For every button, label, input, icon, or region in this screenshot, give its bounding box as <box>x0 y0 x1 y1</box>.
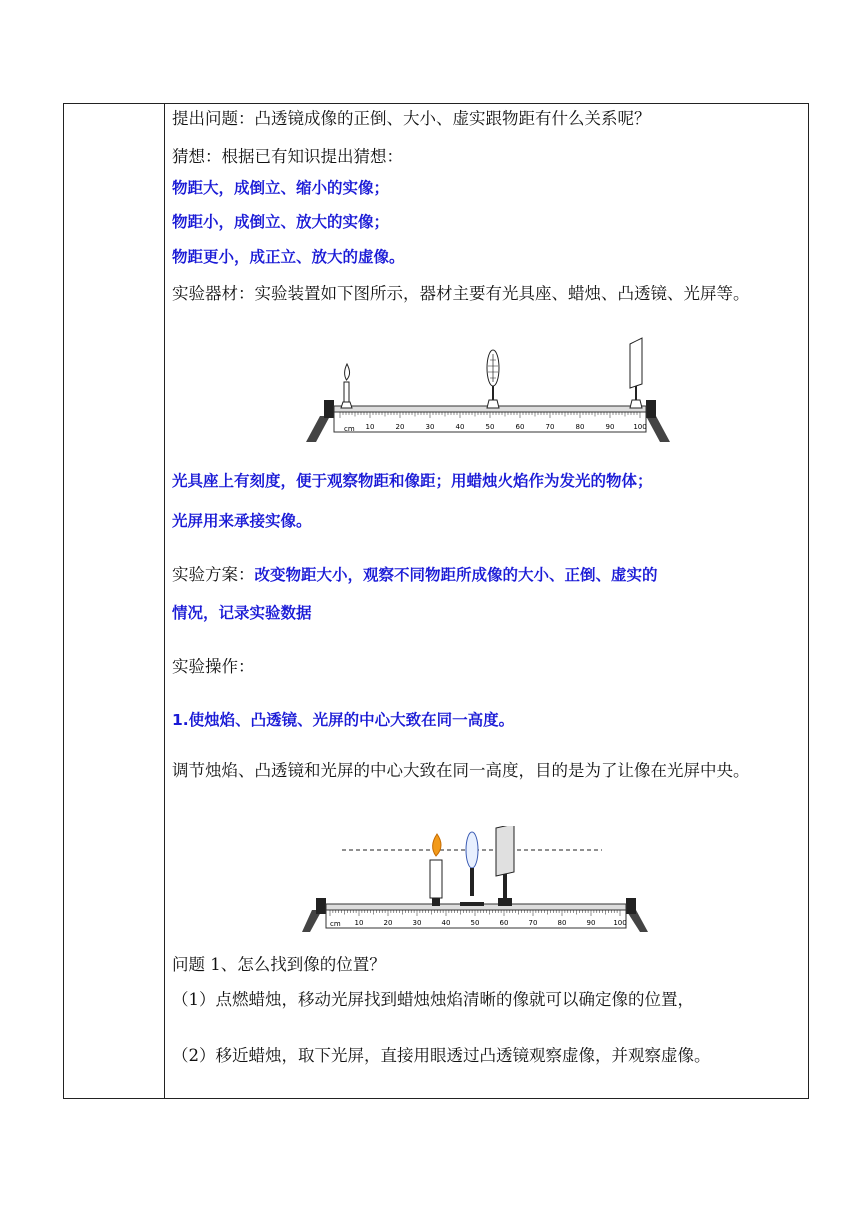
guess-item-1: 物距大，成倒立、缩小的实像； <box>172 179 390 197</box>
scale-tick-label: 70 <box>528 919 538 927</box>
question-1-line: 问题 1、怎么找到像的位置？ <box>172 955 386 974</box>
plan-body-1: 改变物距大小，观察不同物距所成像的大小、正倒、虚实的 <box>254 566 658 584</box>
scale-tick-label: 80 <box>575 423 585 431</box>
guess-line: 猜想：根据已有知识提出猜想： <box>172 147 403 166</box>
bench-end-left <box>324 400 334 418</box>
scale-tick-label: 20 <box>383 919 393 927</box>
lesson-table <box>63 103 809 1099</box>
guess-item-3: 物距更小，成正立、放大的虚像。 <box>172 248 405 266</box>
scale-tick-label: 60 <box>515 423 525 431</box>
bench-leg-right <box>646 416 670 442</box>
answer-1-line: （1）点燃蜡烛，移动光屏找到蜡烛烛焰清晰的像就可以确定像的位置， <box>172 990 694 1009</box>
scale-tick-label: 90 <box>605 423 615 431</box>
candle-body-2 <box>430 860 442 898</box>
screen-icon <box>630 338 642 388</box>
lens-holder <box>487 400 499 408</box>
plan-line-1 <box>172 564 658 586</box>
scale-tick-label: 70 <box>545 423 555 431</box>
scale-tick-label: 10 <box>365 423 375 431</box>
scale-tick-label: 100 <box>633 423 647 431</box>
note-line-2: 光屏用来承接实像。 <box>172 512 312 530</box>
scale-unit: cm <box>344 425 355 433</box>
scale-tick-label: 40 <box>441 919 451 927</box>
optical-bench-figure-1 <box>306 336 676 444</box>
plan-label: 实验方案： <box>172 565 255 584</box>
scale-tick-label: 60 <box>499 919 509 927</box>
bench-end-right <box>646 400 656 418</box>
screen-holder <box>630 400 642 408</box>
step-1-line: 1.使烛焰、凸透镜、光屏的中心大致在同一高度。 <box>172 711 515 729</box>
guess-item-2: 物距小，成倒立、放大的实像； <box>172 213 390 231</box>
lens-icon-2 <box>466 832 478 868</box>
lit-flame-icon <box>433 834 441 856</box>
candle-body <box>344 382 349 404</box>
operation-line: 实验操作： <box>172 657 255 676</box>
scale-tick-label: 50 <box>470 919 480 927</box>
scale-tick-label: 50 <box>485 423 495 431</box>
scale-unit-2: cm <box>330 920 341 928</box>
question-line: 提出问题：凸透镜成像的正倒、大小、虚实跟物距有什么关系呢？ <box>172 109 651 128</box>
scale-tick-label: 10 <box>354 919 364 927</box>
candle-holder <box>341 402 352 408</box>
scale-tick-label: 80 <box>557 919 567 927</box>
scale-tick-label: 30 <box>412 919 422 927</box>
scale-tick-label: 40 <box>455 423 465 431</box>
scale-tick-label: 90 <box>586 919 596 927</box>
answer-2-line: （2）移近蜡烛，取下光屏，直接用眼透过凸透镜观察虚像，并观察虚像。 <box>172 1046 711 1065</box>
column-divider <box>164 104 165 1098</box>
scale-tick-label: 30 <box>425 423 435 431</box>
screen-icon-2 <box>496 826 514 876</box>
candle-flame-icon <box>345 364 350 380</box>
materials-line: 实验器材：实验装置如下图所示，器材主要有光具座、蜡烛、凸透镜、光屏等。 <box>172 284 750 303</box>
bench-leg-left <box>306 416 330 442</box>
scale-tick-label: 20 <box>395 423 405 431</box>
plan-line-2: 情况，记录实验数据 <box>172 604 312 622</box>
scale-tick-label: 100 <box>613 919 627 927</box>
optical-bench-figure-2 <box>302 826 672 936</box>
adjust-line: 调节烛焰、凸透镜和光屏的中心大致在同一高度，目的是为了让像在光屏中央。 <box>172 761 750 780</box>
note-line-1: 光具座上有刻度，便于观察物距和像距；用蜡烛火焰作为发光的物体； <box>172 472 653 490</box>
